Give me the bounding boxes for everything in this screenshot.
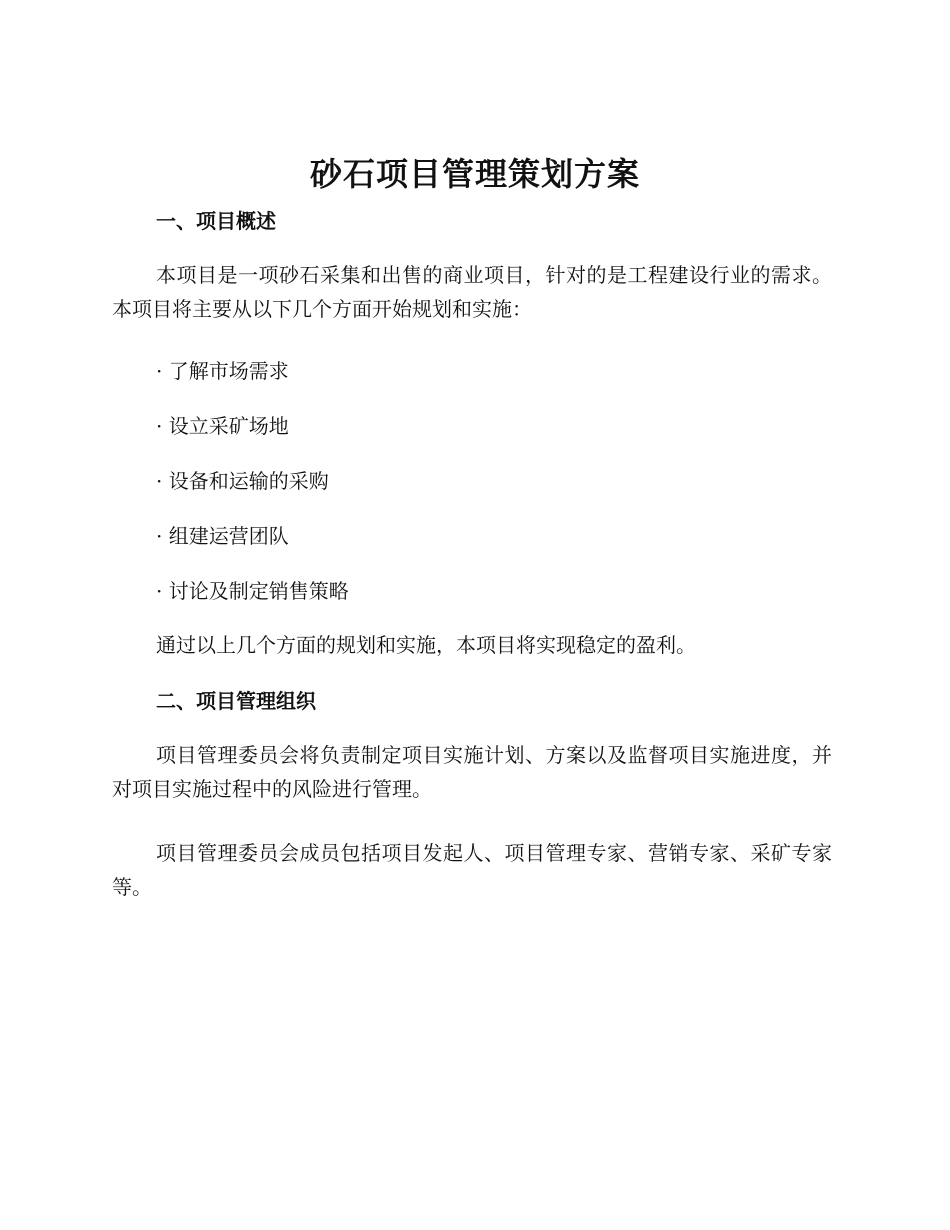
bullet-item: · 了解市场需求 — [156, 359, 289, 383]
bullet-item: · 设备和运输的采购 — [156, 469, 329, 493]
section-heading-organization: 二、项目管理组织 — [156, 689, 316, 713]
overview-intro-paragraph: 本项目是一项砂石采集和出售的商业项目，针对的是工程建设行业的需求。本项目将主要从以下几个方面开始规划和实施： — [112, 263, 832, 321]
section-heading-overview: 一、项目概述 — [156, 209, 276, 233]
organization-paragraph-2: 项目管理委员会成员包括项目发起人、项目管理专家、营销专家、采矿专家等。 — [112, 841, 832, 899]
organization-paragraph-1: 项目管理委员会将负责制定项目实施计划、方案以及监督项目实施进度，并对项目实施过程中的风险进行管理。 — [112, 743, 832, 801]
bullet-item: · 讨论及制定销售策略 — [156, 579, 349, 603]
bullet-item: · 组建运营团队 — [156, 524, 289, 548]
document-title: 砂石项目管理策划方案 — [309, 155, 640, 193]
bullet-item: · 设立采矿场地 — [156, 414, 289, 438]
overview-conclusion-paragraph: 通过以上几个方面的规划和实施，本项目将实现稳定的盈利。 — [156, 633, 696, 657]
